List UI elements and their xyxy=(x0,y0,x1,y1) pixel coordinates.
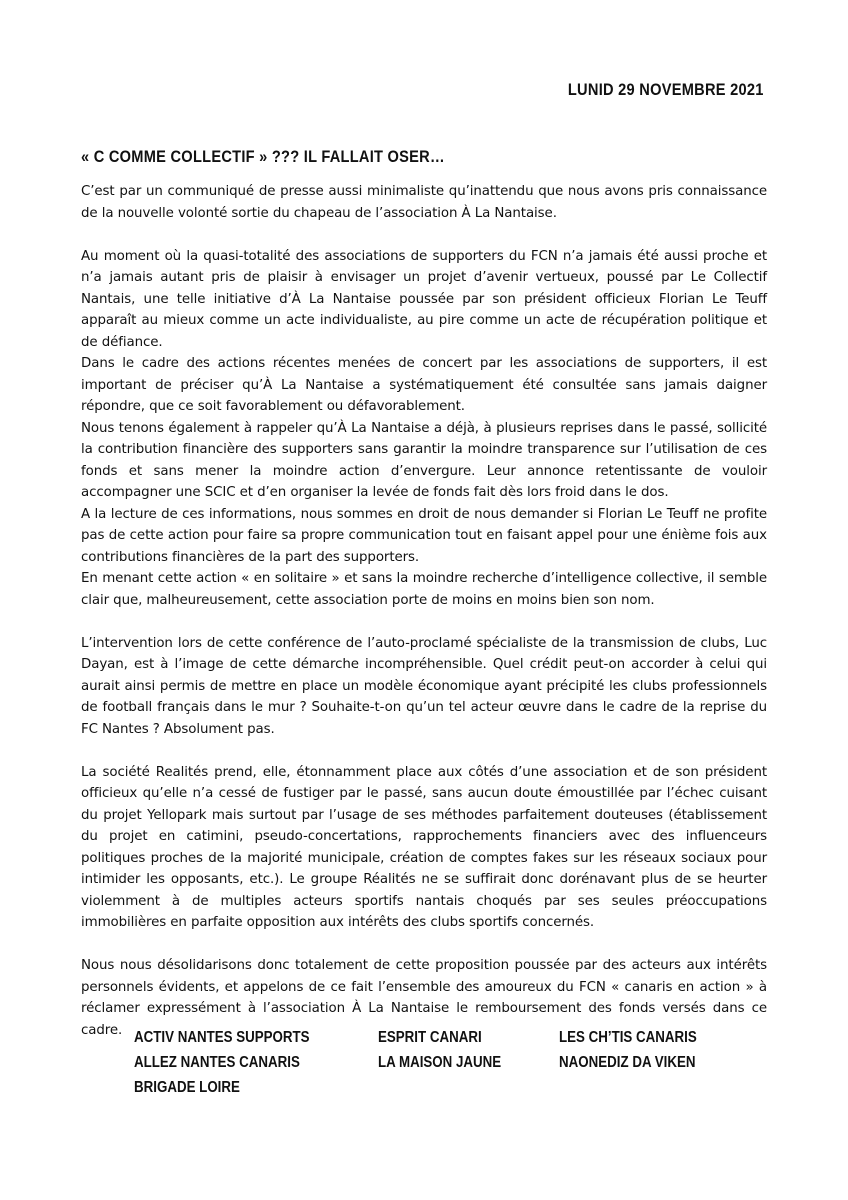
document-date: LUNID 29 NOVEMBRE 2021 xyxy=(568,80,764,99)
signatory: BRIGADE LOIRE xyxy=(134,1079,240,1096)
signatory: ESPRIT CANARI xyxy=(378,1029,482,1046)
paragraph-consultation: Dans le cadre des actions récentes menées de concert par les associations de supporters, il est important de préciser qu’À La Nantaise a systématiquement été consultée sans jamais daigner répondre, que ce soit favorablement ou défavorablement. xyxy=(81,356,767,414)
paragraph-communication: A la lecture de ces informations, nous sommes en droit de nous demander si Florian Le Teuff ne profite pas de cette action pour faire sa propre communication tout en faisant appel pour une énième fois aux contributions financières de la part des supporters. xyxy=(81,506,767,565)
paragraph-intro: C’est par un communiqué de presse aussi minimaliste qu’inattendu que nous avons pris connaissance de la nouvelle volonté sortie du chapeau de l’association À La Nantaise. xyxy=(81,184,767,221)
signatory: NAONEDIZ DA VIKEN xyxy=(559,1054,696,1071)
paragraph-conclusion: Nous nous désolidarisons donc totalement de cette proposition poussée par des acteurs aux intérêts personnels évidents, et appelons de ce fait l’ensemble des amoureux du FCN « canaris en action » à réclamer expressément à l’association À La Nantaise le remboursement des fonds versés dans ce cadre. xyxy=(81,958,767,1038)
paragraph-funds: Nous tenons également à rappeler qu’À La Nantaise a déjà, à plusieurs reprises dans le passé, sollicité la contribution financière des supporters sans garantir la moindre transparence sur l’utilisation de ces fonds et sans mener la moindre action d’envergure. Leur annonce retentissante de vouloir accompagner une SCIC et d’en organiser la levée de fonds fait dès lors froid dans le dos. xyxy=(81,420,767,500)
signatories-column-2 xyxy=(378,1025,521,1075)
signatory: LA MAISON JAUNE xyxy=(378,1054,502,1071)
document-title: « C COMME COLLECTIF » ??? IL FALLAIT OSER… xyxy=(81,147,445,166)
paragraph-context: Au moment où la quasi-totalité des associations de supporters du FCN n’a jamais été aussi proche et n’a jamais autant pris de plaisir à envisager un projet d’avenir vertueux, poussé par Le Collectif Nantais, une telle initiative d’À La Nantaise poussée par son président officieux Florian Le Teuff apparaît au mieux comme un acte individualiste, au pire comme un acte de récupération politique et de défiance. xyxy=(81,248,767,350)
signatory: ACTIV NANTES SUPPORTS xyxy=(134,1029,310,1046)
paragraph-solitaire: En menant cette action « en solitaire » et sans la moindre recherche d’intelligence collective, il semble clair que, malheureusement, cette association porte de moins en moins bien son nom. xyxy=(81,571,767,608)
document-body xyxy=(81,181,767,1041)
paragraph-luc-dayan: L’intervention lors de cette conférence de l’auto-proclamé spécialiste de la transmission de clubs, Luc Dayan, est à l’image de cette démarche incompréhensible. Quel crédit peut-on accorder à celui qui aurait ainsi permis de mettre en place un modèle économique ayant précipité les clubs professionnels de football français dans le mur ? Souhaite-t-on qu’un tel acteur œuvre dans le cadre de la reprise du FC Nantes ? Absolument pas. xyxy=(81,635,767,737)
signatory: ALLEZ NANTES CANARIS xyxy=(134,1054,300,1071)
signatory: LES CH’TIS CANARIS xyxy=(559,1029,697,1046)
signatories-column-3 xyxy=(559,1025,719,1075)
signatories-column-1 xyxy=(134,1025,338,1100)
paragraph-realites: La société Realités prend, elle, étonnamment place aux côtés d’une association et de son président officieux qu’elle n’a cessé de fustiger par le passé, sans aucun doute émoustillée par l’échec cuisant du projet Yellopark mais surtout par l’usage de ses méthodes parfaitement douteuses (établissement du projet en catimini, pseudo-concertations, rapprochements financiers avec des influenceurs politiques proches de la majorité municipale, création de comptes fakes sur les réseaux sociaux pour intimider les opposants, etc.). Le groupe Réalités ne se suffirait donc dorénavant plus de se heurter violemment à de multiples acteurs sportifs nantais choqués par ses seules préoccupations immobilières en parfaite opposition aux intérêts des clubs sportifs concernés. xyxy=(81,764,767,930)
